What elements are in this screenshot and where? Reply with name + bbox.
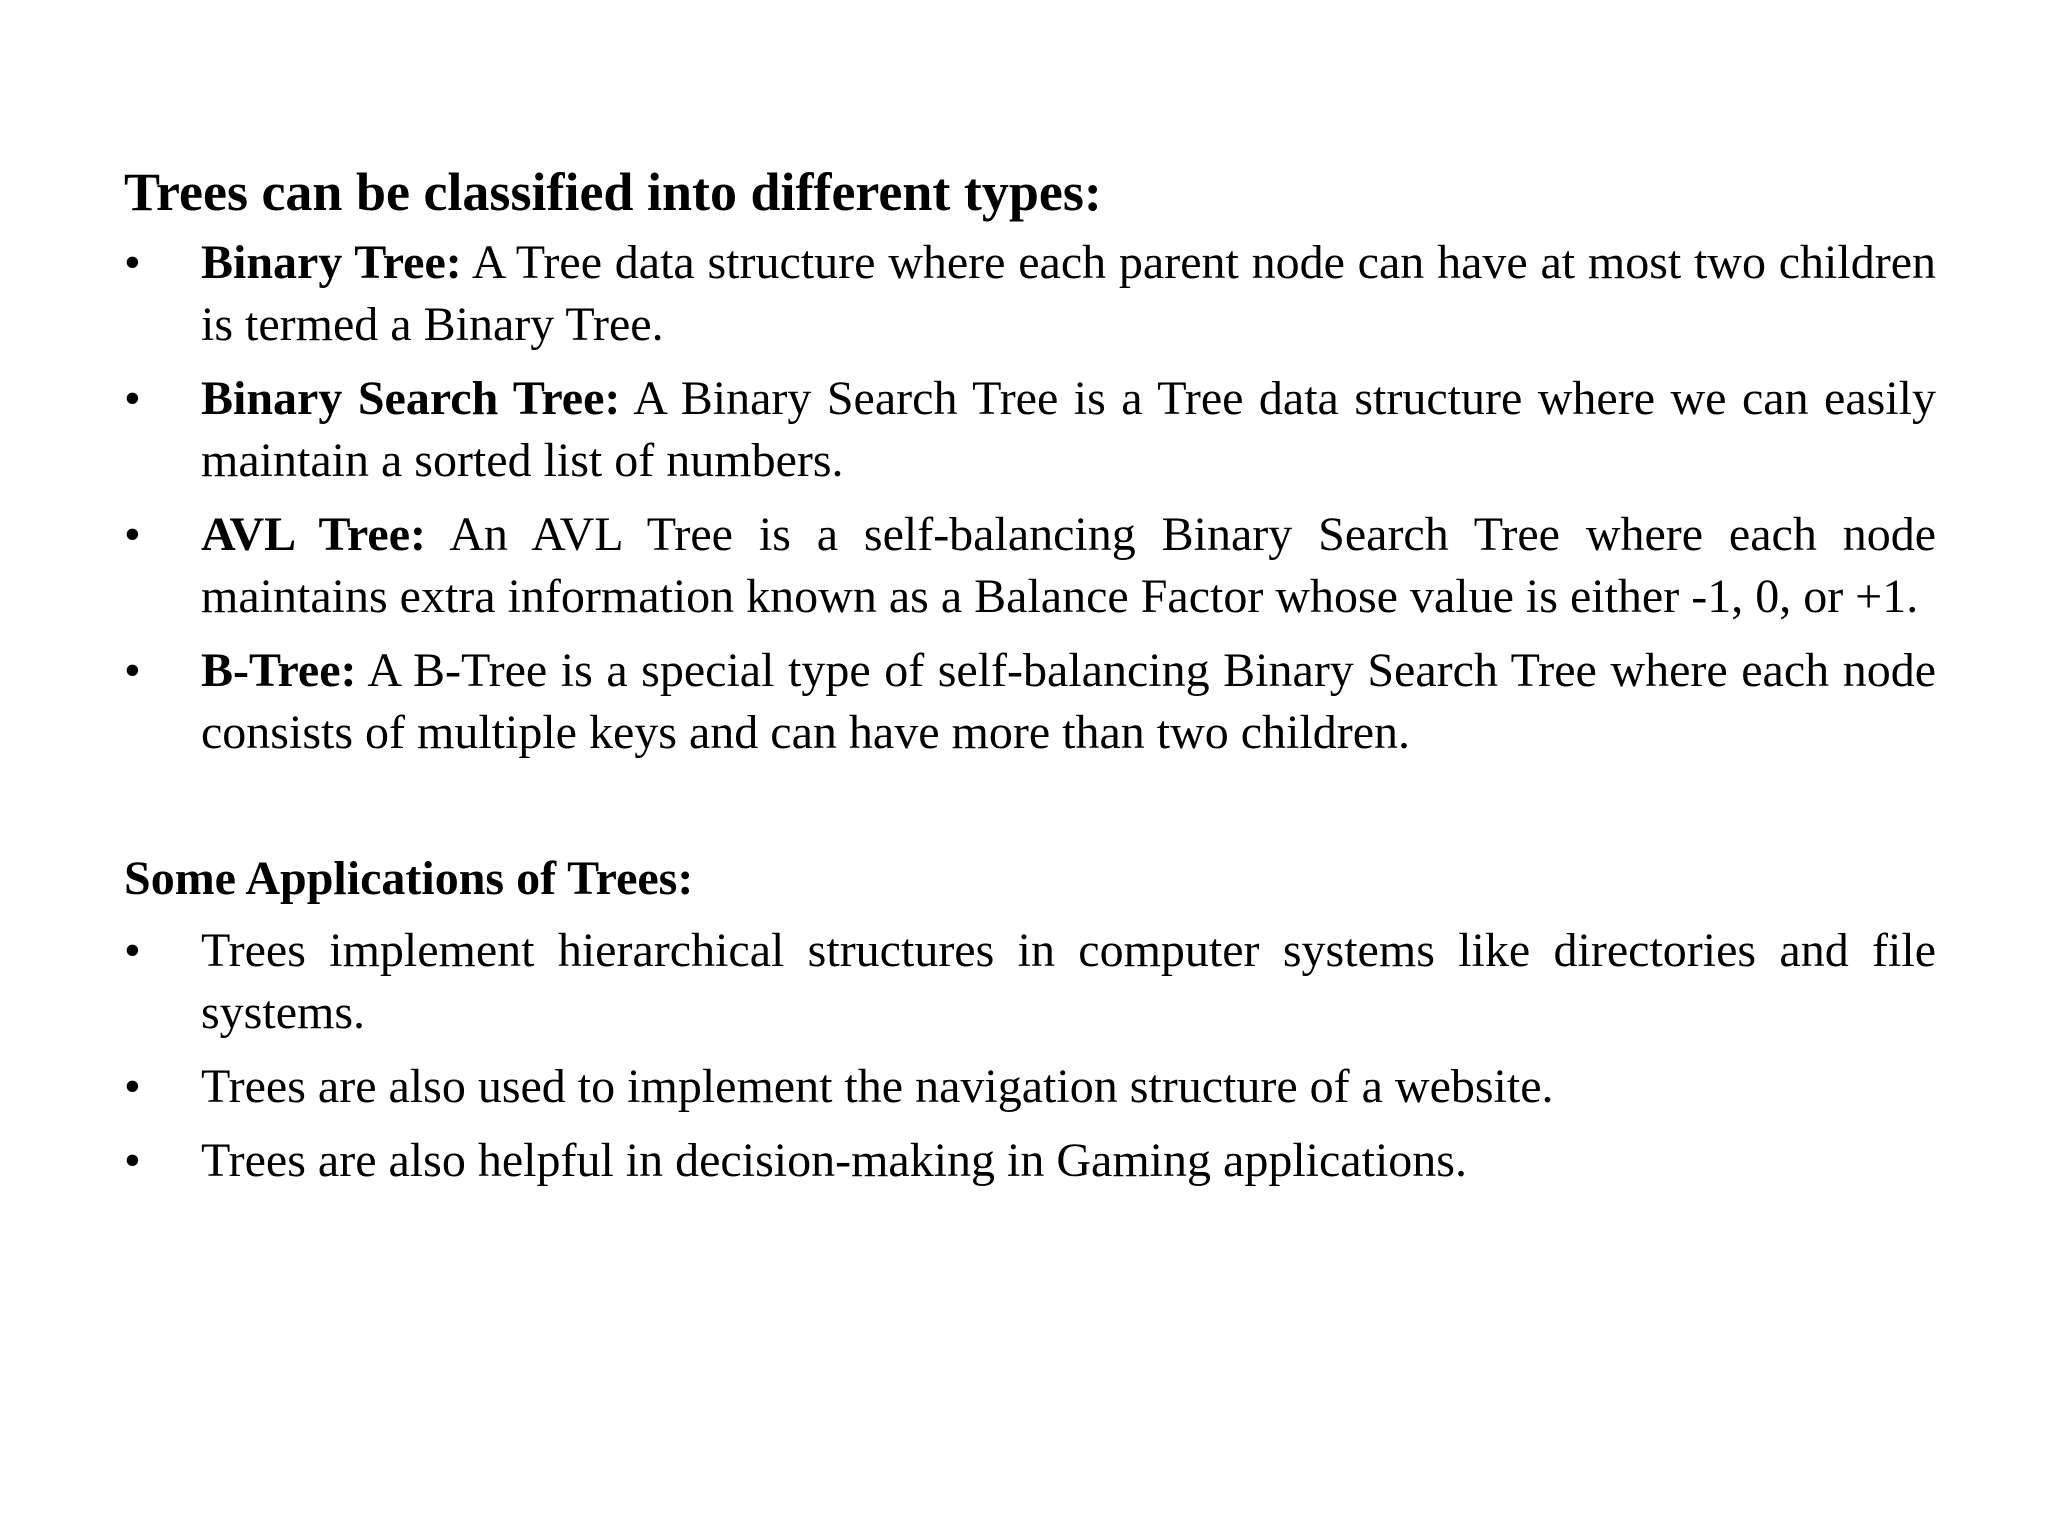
- types-heading: Trees can be classified into different types:: [124, 162, 1102, 222]
- bullet-icon: •: [124, 508, 141, 561]
- list-item-avl-tree: [124, 504, 1936, 628]
- term-description: A B-Tree is a special type of self-balancing Binary Search Tree where each node consists of multiple keys and can have more than two children.: [201, 644, 1936, 759]
- bullet-icon: •: [124, 1134, 141, 1187]
- application-text: Trees are also helpful in decision-making in Gaming applications.: [201, 1134, 1467, 1187]
- term-label: Binary Search Tree:: [201, 372, 621, 425]
- list-item-application: [124, 1056, 1936, 1118]
- bullet-icon: •: [124, 644, 141, 697]
- applications-heading: Some Applications of Trees:: [124, 852, 694, 905]
- list-item-binary-search-tree: [124, 368, 1936, 492]
- term-label: B-Tree:: [201, 644, 357, 697]
- term-description: A Binary Search Tree is a Tree data structure where we can easily maintain a sorted list of numbers.: [201, 372, 1937, 487]
- list-item-application: [124, 920, 1936, 1044]
- list-item-application: [124, 1130, 1936, 1192]
- term-label: Binary Tree:: [201, 236, 462, 289]
- term-description: A Tree data structure where each parent node can have at most two children is termed a Binary Tree.: [201, 236, 1937, 351]
- application-text: Trees implement hierarchical structures in computer systems like directories and file systems.: [201, 924, 1936, 1039]
- application-text: Trees are also used to implement the navigation structure of a website.: [201, 1060, 1554, 1113]
- term-description: An AVL Tree is a self-balancing Binary Search Tree where each node maintains extra information known as a Balance Factor whose value is either -1, 0, or +1.: [201, 508, 1937, 623]
- term-label: AVL Tree:: [201, 508, 426, 561]
- applications-list: [124, 920, 1936, 1192]
- slide-content: [124, 160, 1936, 1204]
- bullet-icon: •: [124, 372, 141, 425]
- bullet-icon: •: [124, 1060, 141, 1113]
- bullet-icon: •: [124, 924, 141, 977]
- list-item-b-tree: [124, 640, 1936, 764]
- list-item-binary-tree: [124, 232, 1936, 356]
- section-spacer: [124, 776, 1936, 850]
- types-list: [124, 232, 1936, 764]
- bullet-icon: •: [124, 236, 141, 289]
